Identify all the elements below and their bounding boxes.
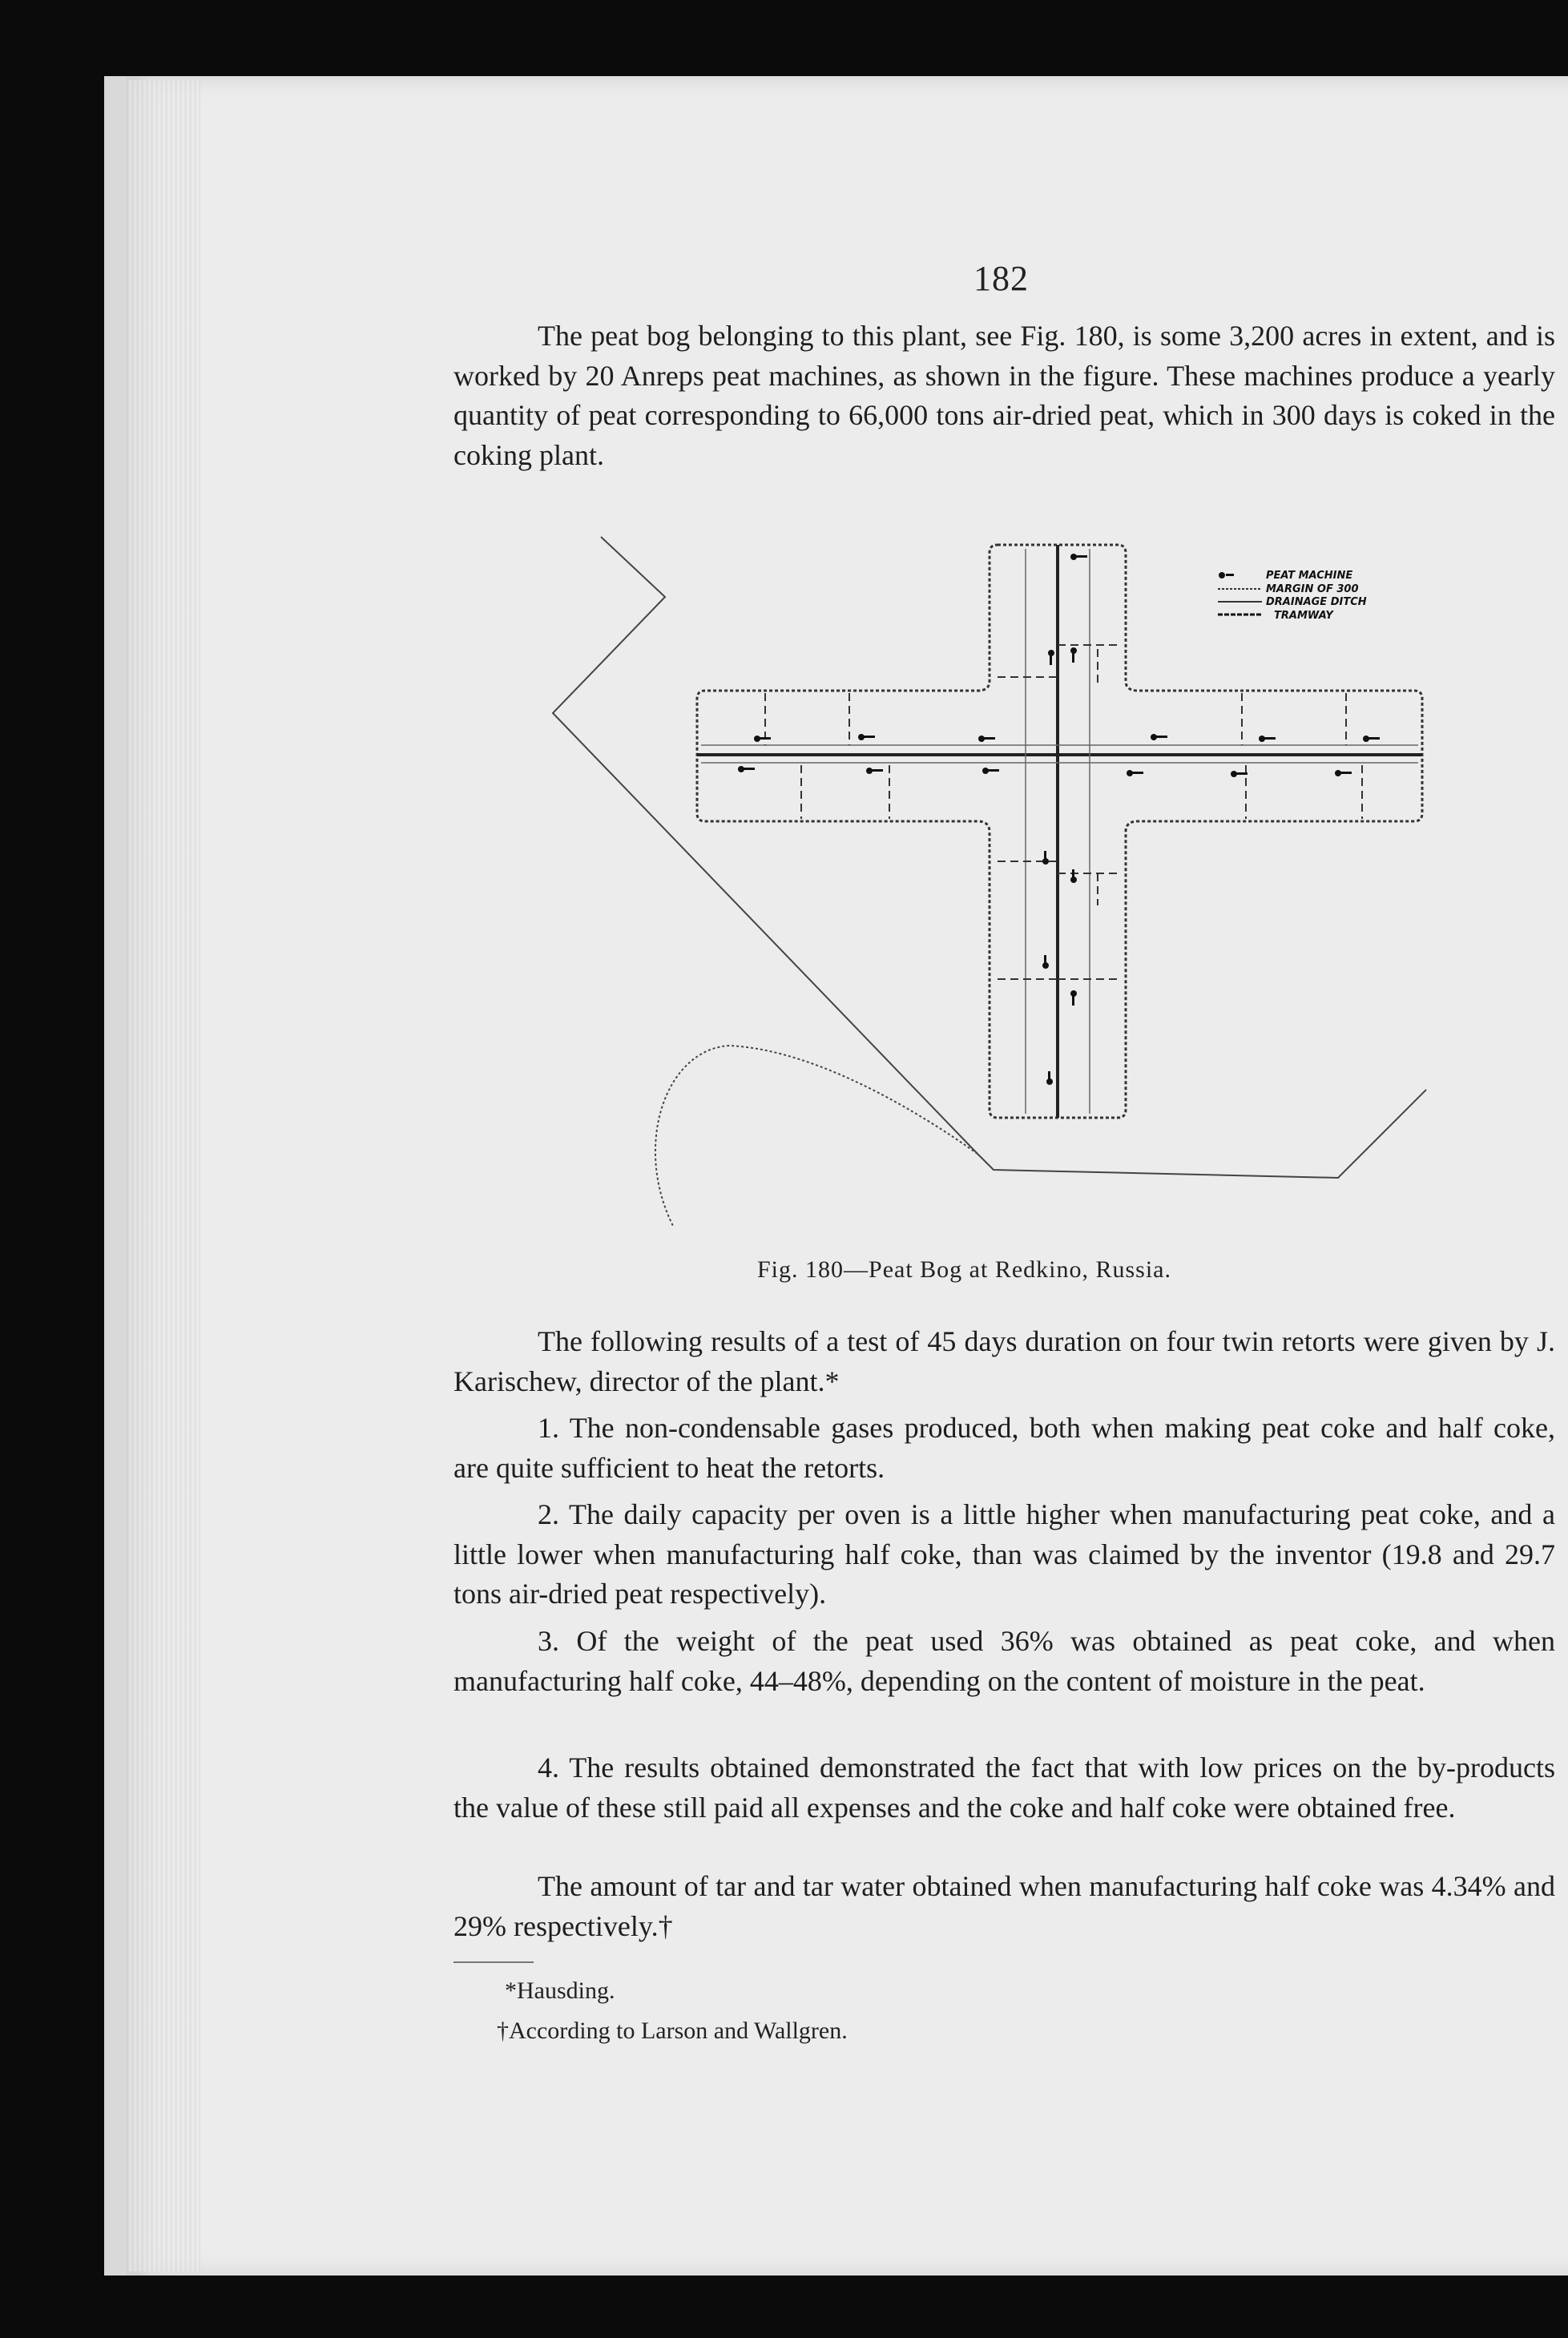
- bog-outline: [697, 545, 1422, 1118]
- paragraph-result-1: 1. The non-condensable gases produced, both when making peat coke and half coke, are quite sufficient to heat the retorts.: [453, 1412, 1555, 1484]
- paragraph-test-results: The following results of a test of 45 days duration on four twin retorts were given by J. Karischew, director of the plant.*: [453, 1325, 1555, 1397]
- footnote-larson-wallgren: †According to Larson and Wallgren.: [497, 2018, 848, 2044]
- fence-line: [655, 1046, 977, 1226]
- legend-margin: MARGIN OF 300: [1266, 583, 1359, 595]
- peat-bog-diagram: [545, 521, 1442, 1258]
- paragraph-intro: The peat bog belonging to this plant, see Fig. 180, is some 3,200 acres in extent, and is worked by 20 Anreps peat machines, as shown in the figure. These machines produce a yearly quantity of peat corresponding to 66,000 tons air-dried peat, which in 300 days is coked in the coking plant.: [453, 320, 1555, 471]
- paragraph-result-2: 2. The daily capacity per oven is a little higher when manufacturing peat coke, and a little lower when manufacturing half coke, than was claimed by the inventor (19.8 and 29.7 tons air-dried peat respectively).: [453, 1498, 1555, 1610]
- boundary-line-bottom: [977, 1090, 1426, 1178]
- footnote-divider: [453, 1961, 534, 1963]
- legend-tramway: TRAMWAY: [1274, 610, 1333, 622]
- figure-peat-bog-map: [545, 521, 1442, 1258]
- paragraph-result-4: 4. The results obtained demonstrated the fact that with low prices on the by-products the value of these still paid all expenses and the coke and half coke were obtained free.: [453, 1751, 1555, 1824]
- legend-drainage-ditch: DRAINAGE DITCH: [1266, 596, 1367, 608]
- footnote-hausding: *Hausding.: [505, 1977, 615, 2004]
- figure-legend: [1218, 570, 1367, 622]
- paragraph-tar-amount: The amount of tar and tar water obtained when manufacturing half coke was 4.34% and 29% respectively.†: [453, 1870, 1555, 1942]
- boundary-line-left: [553, 537, 977, 1154]
- page-number: 182: [973, 259, 1029, 298]
- legend-peat-machine: PEAT MACHINE: [1266, 570, 1353, 582]
- page-edge: [128, 80, 200, 2271]
- paragraph-result-3: 3. Of the weight of the peat used 36% was obtained as peat coke, and when manufacturing half coke, 44–48%, depending on the content of moisture in the peat.: [453, 1625, 1555, 1697]
- figure-caption: Fig. 180—Peat Bog at Redkino, Russia.: [757, 1256, 1171, 1283]
